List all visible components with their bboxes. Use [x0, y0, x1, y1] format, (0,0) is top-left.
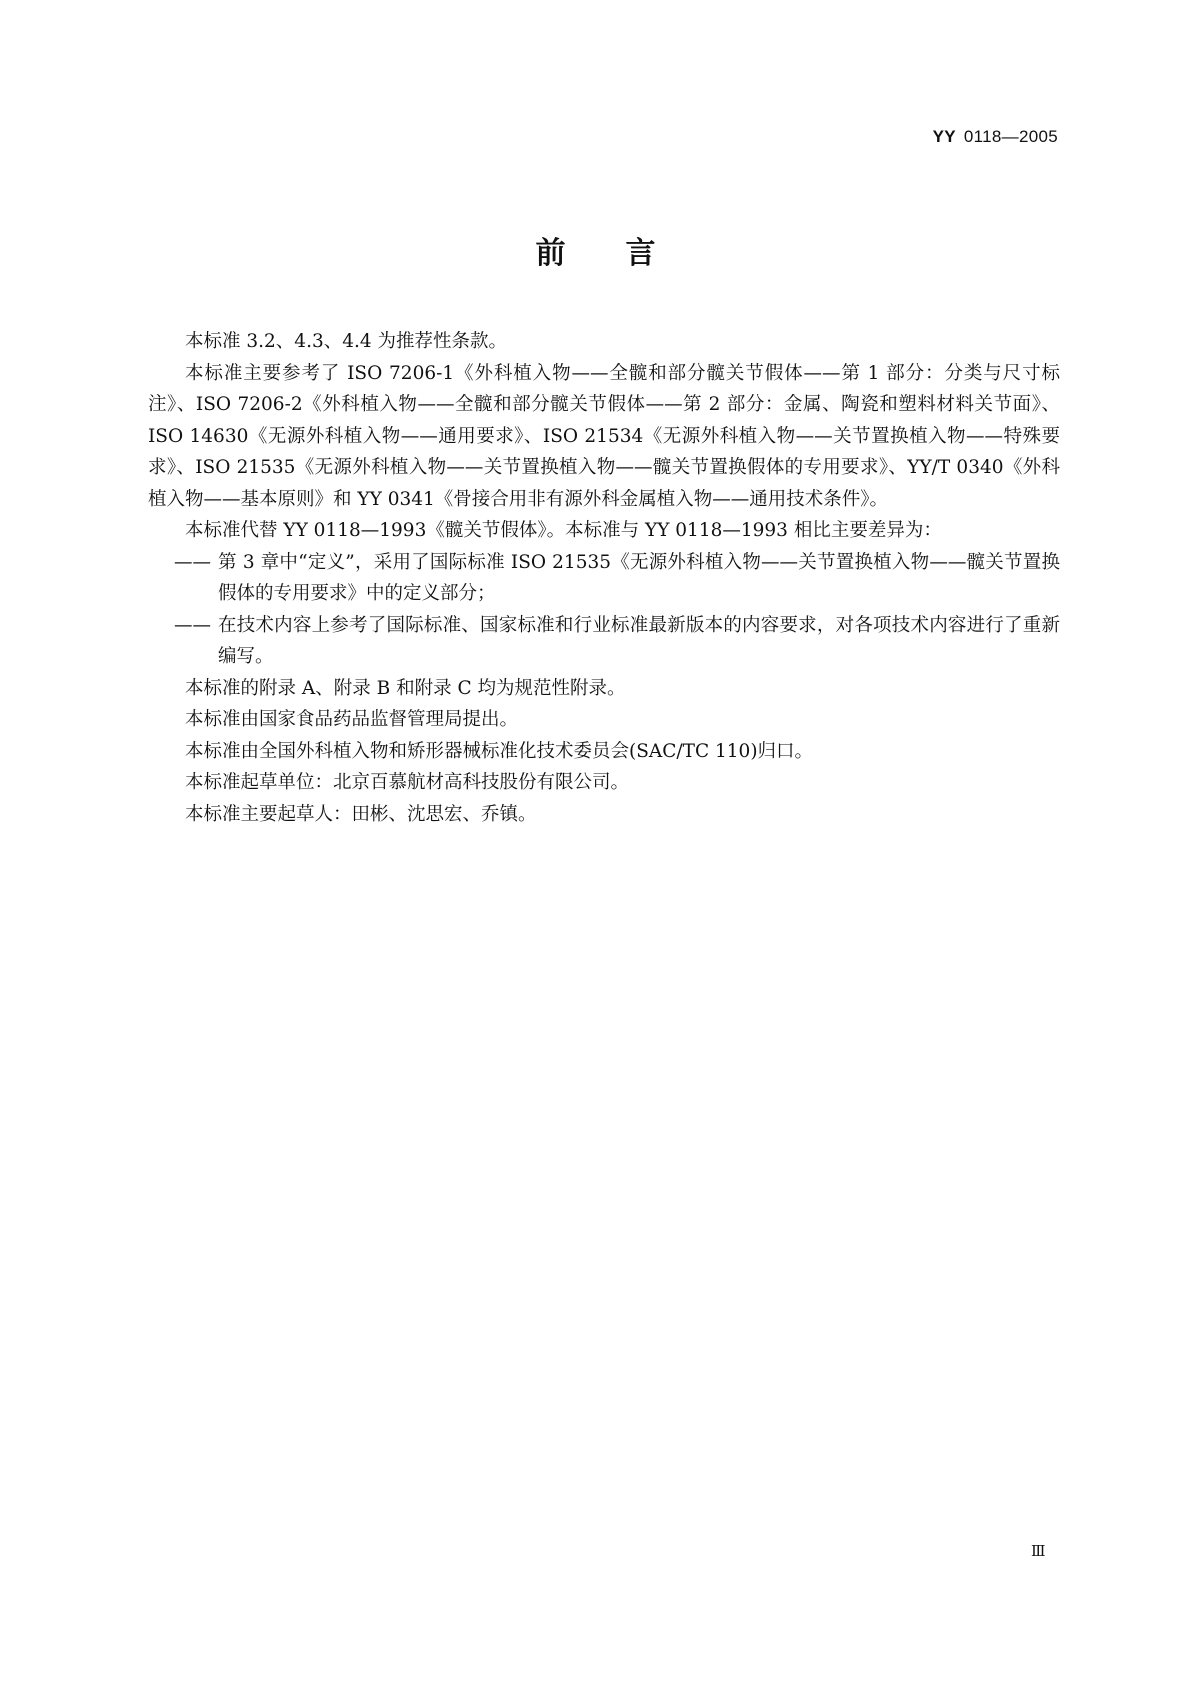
dash-marker: ——: [174, 614, 211, 636]
page-title: 前言: [535, 236, 716, 271]
paragraph-committee: 本标准由全国外科植入物和矫形器械标准化技术委员会(SAC/TC 110)归口。: [185, 740, 814, 762]
standard-number: 0118—2005: [963, 127, 1058, 146]
standard-code: [933, 127, 1058, 147]
foreword-body: [148, 326, 1060, 830]
standard-prefix: YY: [932, 127, 956, 146]
dash-marker: ——: [174, 551, 211, 573]
difference-text: 在技术内容上参考了国际标准、国家标准和行业标准最新版本的内容要求，对各项技术内容进行了重新编写。: [218, 614, 1060, 667]
paragraph-recommended-clauses: 本标准 3.2、4.3、4.4 为推荐性条款。: [185, 331, 508, 352]
difference-text: 第 3 章中“定义”，采用了国际标准 ISO 21535《无源外科植入物——关节置换植入物——髋关节置换假体的专用要求》中的定义部分；: [218, 551, 1060, 604]
paragraph-drafters: 本标准主要起草人：田彬、沈思宏、乔镇。: [185, 803, 537, 825]
paragraph-drafting-unit: 本标准起草单位：北京百慕航材高科技股份有限公司。: [185, 772, 630, 793]
paragraph-replacement: 本标准代替 YY 0118—1993《髋关节假体》。本标准与 YY 0118—1993 相比主要差异为：: [185, 520, 942, 541]
difference-item: [148, 610, 1060, 673]
paragraph-annexes: 本标准的附录 A、附录 B 和附录 C 均为规范性附录。: [185, 677, 626, 699]
difference-item: [148, 547, 1060, 610]
paragraph-proposer: 本标准由国家食品药品监督管理局提出。: [185, 709, 519, 730]
page-number: Ⅲ: [1031, 1542, 1046, 1560]
paragraph-references: 本标准主要参考了 ISO 7206-1《外科植入物——全髋和部分髋关节假体——第 1 部分：分类与尺寸标注》、ISO 7206-2《外科植入物——全髋和部分髋关节假体——第 2 部分：金属、陶瓷和塑料材料关节面》、ISO 14630《无源外科植入物——通用要求》、ISO 21534《无源外科植入物——关节置换植入物——特殊要求》、ISO 21535《无源外科植入物——关节置换植入物——髋关节置换假体的专用要求》、YY/T 0340《外科植入物——基本原则》和 YY 0341《骨接合用非有源外科金属植入物——通用技术条件》。: [148, 362, 1060, 510]
